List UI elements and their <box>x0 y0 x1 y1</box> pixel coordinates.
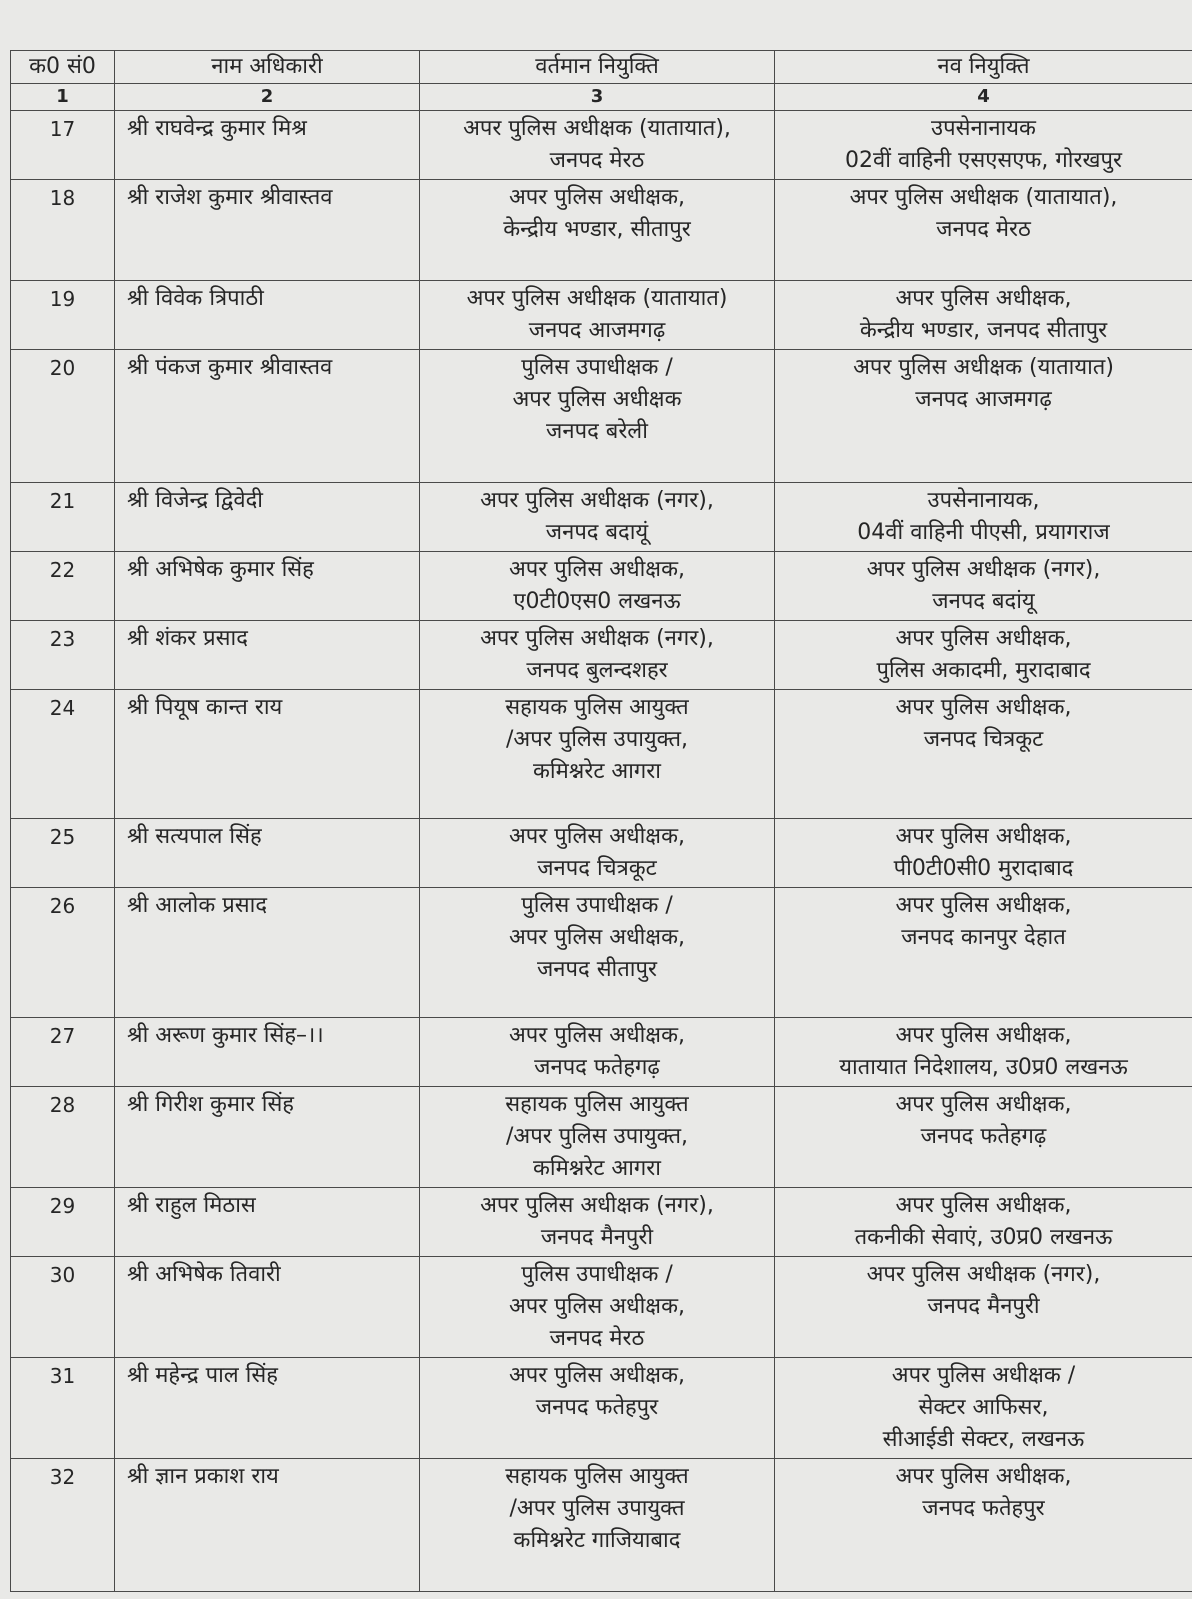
current-posting-line: अपर पुलिस अधीक्षक, <box>509 1023 685 1048</box>
header-row <box>11 51 1192 84</box>
new-posting-line: उपसेनानायक <box>931 116 1036 141</box>
current-posting-line: अपर पुलिस अधीक्षक (यातायात) <box>466 286 728 311</box>
new-posting-line: अपर पुलिस अधीक्षक, <box>895 824 1072 849</box>
new-posting <box>775 1257 1192 1358</box>
new-posting <box>775 690 1192 819</box>
new-posting-line: जनपद आजमगढ़ <box>915 387 1052 412</box>
new-posting-line: अपर पुलिस अधीक्षक (नगर), <box>866 1262 1101 1287</box>
current-posting-line: पुलिस उपाधीक्षक / <box>521 893 673 918</box>
table-row <box>11 819 1192 888</box>
current-posting-line: कमिश्नरेट आगरा <box>533 1156 661 1181</box>
officer-name: श्री गिरीश कुमार सिंह <box>115 1087 420 1188</box>
new-posting-line: 02वीं वाहिनी एसएसएफ, गोरखपुर <box>845 148 1122 173</box>
new-posting-line: यातायात निदेशालय, उ0प्र0 लखनऊ <box>839 1055 1128 1080</box>
table-row <box>11 552 1192 621</box>
column-number: 1 <box>11 84 115 111</box>
current-posting-line: अपर पुलिस अधीक्षक (नगर), <box>480 488 714 513</box>
transfer-order-sheet <box>10 50 1192 1592</box>
officer-name: श्री शंकर प्रसाद <box>115 621 420 690</box>
current-posting-line: जनपद चित्रकूट <box>537 856 657 881</box>
new-posting-line: उपसेनानायक, <box>927 488 1040 513</box>
header-officer-name: नाम अधिकारी <box>115 51 420 84</box>
new-posting <box>775 1358 1192 1459</box>
current-posting <box>420 180 775 281</box>
officer-name: श्री विवेक त्रिपाठी <box>115 281 420 350</box>
current-posting-line: सहायक पुलिस आयुक्त <box>505 695 689 720</box>
officer-name: श्री राहुल मिठास <box>115 1188 420 1257</box>
new-posting-line: पी0टी0सी0 मुरादाबाद <box>893 856 1074 881</box>
new-posting-line: अपर पुलिस अधीक्षक, <box>895 286 1072 311</box>
current-posting-line: जनपद फतेहपुर <box>535 1395 659 1420</box>
officer-name: श्री सत्यपाल सिंह <box>115 819 420 888</box>
current-posting-line: अपर पुलिस अधीक्षक, <box>509 185 685 210</box>
table-row <box>11 483 1192 552</box>
officer-name: श्री राजेश कुमार श्रीवास्तव <box>115 180 420 281</box>
new-posting-line: पुलिस अकादमी, मुरादाबाद <box>876 658 1091 683</box>
current-posting-line: ए0टी0एस0 लखनऊ <box>513 589 681 614</box>
current-posting-line: जनपद मेरठ <box>549 1326 645 1351</box>
serial-number: 27 <box>11 1018 115 1087</box>
current-posting <box>420 1018 775 1087</box>
serial-number: 32 <box>11 1459 115 1592</box>
table-row <box>11 1257 1192 1358</box>
new-posting <box>775 1018 1192 1087</box>
serial-number: 25 <box>11 819 115 888</box>
current-posting-line: जनपद मेरठ <box>549 148 645 173</box>
current-posting <box>420 1087 775 1188</box>
officer-name: श्री राघवेन्द्र कुमार मिश्र <box>115 111 420 180</box>
new-posting-line: अपर पुलिस अधीक्षक / <box>891 1363 1076 1388</box>
new-posting-line: अपर पुलिस अधीक्षक, <box>895 1023 1072 1048</box>
current-posting-line: अपर पुलिस अधीक्षक, <box>509 925 685 950</box>
current-posting-line: जनपद फतेहगढ़ <box>534 1055 660 1080</box>
current-posting <box>420 1257 775 1358</box>
serial-number: 17 <box>11 111 115 180</box>
new-posting-line: सेक्टर आफिसर, <box>918 1395 1049 1420</box>
table-row <box>11 1188 1192 1257</box>
current-posting-line: जनपद बदायूं <box>545 520 649 545</box>
table-body <box>11 111 1192 1592</box>
officer-name: श्री पंकज कुमार श्रीवास्तव <box>115 350 420 483</box>
header-serial: क0 सं0 <box>11 51 115 84</box>
table-row <box>11 281 1192 350</box>
serial-number: 23 <box>11 621 115 690</box>
serial-number: 19 <box>11 281 115 350</box>
current-posting <box>420 690 775 819</box>
table-row <box>11 180 1192 281</box>
current-posting-line: कमिश्नरेट आगरा <box>533 759 661 784</box>
table-row <box>11 690 1192 819</box>
current-posting <box>420 1358 775 1459</box>
serial-number: 31 <box>11 1358 115 1459</box>
table-row <box>11 1087 1192 1188</box>
new-posting <box>775 180 1192 281</box>
new-posting-line: जनपद फतेहपुर <box>922 1496 1045 1521</box>
officer-name: श्री आलोक प्रसाद <box>115 888 420 1018</box>
current-posting <box>420 111 775 180</box>
serial-number: 30 <box>11 1257 115 1358</box>
table-row <box>11 888 1192 1018</box>
current-posting-line: सहायक पुलिस आयुक्त <box>505 1464 689 1489</box>
new-posting-line: अपर पुलिस अधीक्षक, <box>895 893 1072 918</box>
new-posting-line: अपर पुलिस अधीक्षक (नगर), <box>866 557 1101 582</box>
new-posting-line: जनपद कानपुर देहात <box>901 925 1066 950</box>
new-posting <box>775 621 1192 690</box>
new-posting-line: अपर पुलिस अधीक्षक, <box>895 1464 1072 1489</box>
current-posting <box>420 1188 775 1257</box>
new-posting-line: अपर पुलिस अधीक्षक (यातायात) <box>853 355 1114 380</box>
transfer-table <box>10 50 1192 1592</box>
new-posting-line: अपर पुलिस अधीक्षक, <box>895 1193 1072 1218</box>
table-row <box>11 1358 1192 1459</box>
officer-name: श्री अभिषेक तिवारी <box>115 1257 420 1358</box>
new-posting-line: अपर पुलिस अधीक्षक, <box>895 695 1072 720</box>
officer-name: श्री विजेन्द्र द्विवेदी <box>115 483 420 552</box>
serial-number: 22 <box>11 552 115 621</box>
current-posting <box>420 819 775 888</box>
current-posting <box>420 350 775 483</box>
column-number-row <box>11 84 1192 111</box>
serial-number: 29 <box>11 1188 115 1257</box>
column-number: 2 <box>115 84 420 111</box>
serial-number: 20 <box>11 350 115 483</box>
table-row <box>11 621 1192 690</box>
new-posting <box>775 552 1192 621</box>
current-posting-line: जनपद मैनपुरी <box>540 1225 654 1250</box>
new-posting-line: केन्द्रीय भण्डार, जनपद सीतापुर <box>859 318 1108 343</box>
new-posting-line: अपर पुलिस अधीक्षक, <box>895 1092 1072 1117</box>
new-posting-line: अपर पुलिस अधीक्षक (यातायात), <box>849 185 1118 210</box>
new-posting-line: सीआईडी सेक्टर, लखनऊ <box>882 1427 1085 1452</box>
current-posting-line: जनपद बरेली <box>546 419 648 444</box>
new-posting-line: जनपद मेरठ <box>936 217 1031 242</box>
table-row <box>11 1018 1192 1087</box>
current-posting-line: /अपर पुलिस उपायुक्त <box>509 1496 685 1521</box>
new-posting-line: जनपद बदांयू <box>932 589 1035 614</box>
serial-number: 21 <box>11 483 115 552</box>
current-posting-line: केन्द्रीय भण्डार, सीतापुर <box>503 217 691 242</box>
current-posting-line: अपर पुलिस अधीक्षक, <box>509 1294 685 1319</box>
current-posting-line: /अपर पुलिस उपायुक्त, <box>505 1124 689 1149</box>
header-current-posting: वर्तमान नियुक्ति <box>420 51 775 84</box>
current-posting <box>420 888 775 1018</box>
current-posting-line: /अपर पुलिस उपायुक्त, <box>505 727 689 752</box>
current-posting-line: जनपद सीतापुर <box>536 957 657 982</box>
new-posting-line: अपर पुलिस अधीक्षक, <box>895 626 1072 651</box>
current-posting-line: जनपद बुलन्दशहर <box>526 658 668 683</box>
column-number: 4 <box>775 84 1192 111</box>
column-number: 3 <box>420 84 775 111</box>
officer-name: श्री महेन्द्र पाल सिंह <box>115 1358 420 1459</box>
serial-number: 26 <box>11 888 115 1018</box>
officer-name: श्री पियूष कान्त राय <box>115 690 420 819</box>
current-posting-line: अपर पुलिस अधीक्षक <box>512 387 682 412</box>
new-posting-line: जनपद चित्रकूट <box>923 727 1044 752</box>
new-posting <box>775 1087 1192 1188</box>
new-posting <box>775 111 1192 180</box>
new-posting <box>775 1188 1192 1257</box>
new-posting <box>775 888 1192 1018</box>
current-posting-line: सहायक पुलिस आयुक्त <box>505 1092 689 1117</box>
new-posting <box>775 350 1192 483</box>
serial-number: 24 <box>11 690 115 819</box>
new-posting <box>775 483 1192 552</box>
current-posting <box>420 552 775 621</box>
current-posting <box>420 483 775 552</box>
officer-name: श्री ज्ञान प्रकाश राय <box>115 1459 420 1592</box>
current-posting-line: अपर पुलिस अधीक्षक (नगर), <box>480 626 714 651</box>
serial-number: 28 <box>11 1087 115 1188</box>
table-row <box>11 111 1192 180</box>
current-posting-line: पुलिस उपाधीक्षक / <box>521 1262 673 1287</box>
new-posting-line: 04वीं वाहिनी पीएसी, प्रयागराज <box>857 520 1110 545</box>
current-posting <box>420 281 775 350</box>
serial-number: 18 <box>11 180 115 281</box>
current-posting-line: अपर पुलिस अधीक्षक (नगर), <box>480 1193 714 1218</box>
current-posting-line: पुलिस उपाधीक्षक / <box>521 355 673 380</box>
current-posting-line: कमिश्नरेट गाजियाबाद <box>513 1528 681 1553</box>
table-row <box>11 1459 1192 1592</box>
new-posting <box>775 1459 1192 1592</box>
current-posting <box>420 1459 775 1592</box>
current-posting <box>420 621 775 690</box>
new-posting-line: तकनीकी सेवाएं, उ0प्र0 लखनऊ <box>854 1225 1113 1250</box>
header-new-posting: नव नियुक्ति <box>775 51 1192 84</box>
new-posting <box>775 819 1192 888</box>
table-row <box>11 350 1192 483</box>
current-posting-line: अपर पुलिस अधीक्षक, <box>509 1363 685 1388</box>
current-posting-line: अपर पुलिस अधीक्षक (यातायात), <box>463 116 731 141</box>
officer-name: श्री अभिषेक कुमार सिंह <box>115 552 420 621</box>
current-posting-line: अपर पुलिस अधीक्षक, <box>509 824 685 849</box>
officer-name: श्री अरूण कुमार सिंह–।। <box>115 1018 420 1087</box>
new-posting-line: जनपद मैनपुरी <box>927 1294 1040 1319</box>
new-posting <box>775 281 1192 350</box>
current-posting-line: अपर पुलिस अधीक्षक, <box>509 557 685 582</box>
current-posting-line: जनपद आजमगढ़ <box>528 318 666 343</box>
new-posting-line: जनपद फतेहगढ़ <box>920 1124 1047 1149</box>
